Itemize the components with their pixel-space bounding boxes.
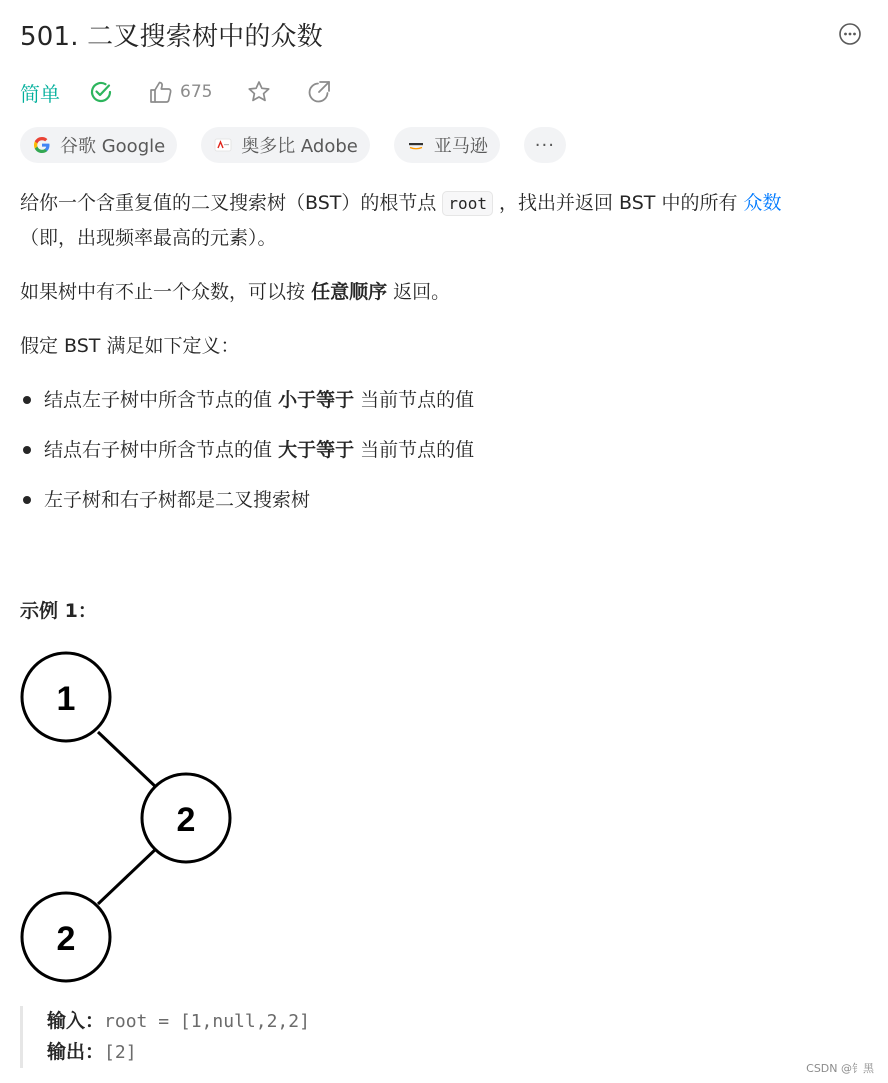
solved-check-icon (88, 79, 114, 105)
description-paragraph (20, 186, 870, 255)
text: 如果树中有不止一个众数，可以按 (20, 281, 306, 303)
text: 返回。 (393, 281, 451, 303)
bold-text: 任意顺序 (311, 281, 388, 303)
star-icon[interactable] (246, 79, 272, 105)
example-output-line (47, 1037, 310, 1068)
like-button[interactable] (148, 79, 212, 105)
example-tree-diagram (18, 648, 238, 988)
input-label: 输入： (47, 1010, 105, 1032)
tag-amazon[interactable] (394, 127, 500, 163)
description-paragraph (20, 275, 870, 309)
text: 结点右子树中所含节点的值 (44, 439, 273, 461)
tree-node-label: 2 (56, 920, 76, 958)
tag-label: 谷歌 Google (60, 136, 166, 157)
list-item: 左子树和右子树都是二叉搜索树 (20, 483, 870, 517)
description-paragraph: 假定 BST 满足如下定义： (20, 335, 240, 357)
tree-node-label: 1 (56, 680, 76, 718)
list-item (20, 433, 870, 467)
problem-title: 501. 二叉搜索树中的众数 (20, 22, 323, 52)
text: ，找出并返回 BST 中的所有 (499, 192, 738, 214)
text: 当前节点的值 (360, 389, 475, 411)
text: 当前节点的值 (360, 439, 475, 461)
tag-adobe[interactable] (201, 127, 370, 163)
example-input-line (47, 1006, 310, 1037)
problem-description (20, 186, 870, 533)
tree-edge (98, 732, 158, 789)
company-tags (20, 127, 590, 163)
example-io-block (20, 1006, 310, 1068)
text: 结点左子树中所含节点的值 (44, 389, 273, 411)
more-tags-button[interactable]: ··· (524, 127, 566, 163)
tag-label: 奥多比 Adobe (241, 136, 358, 157)
definition-list (20, 383, 870, 517)
output-label: 输出： (47, 1041, 105, 1063)
share-icon[interactable] (306, 79, 332, 105)
example-title: 示例 1： (20, 600, 97, 622)
tree-edge (98, 847, 158, 904)
text: （即，出现频率最高的元素）。 (20, 227, 277, 249)
tag-google[interactable] (20, 127, 177, 163)
output-value: [2] (104, 1042, 137, 1063)
list-item (20, 383, 870, 417)
input-value: root = [1,null,2,2] (104, 1011, 310, 1032)
difficulty-badge: 简单 (20, 81, 60, 106)
text: 给你一个含重复值的二叉搜索树（BST）的根节点 (20, 192, 437, 214)
amazon-logo-icon (406, 135, 426, 155)
more-options-icon[interactable] (838, 22, 862, 46)
bold-text: 大于等于 (278, 439, 355, 461)
mode-link[interactable]: 众数 (743, 192, 782, 214)
adobe-logo-icon (213, 135, 233, 155)
problem-meta-row (20, 76, 332, 108)
tree-node-label: 2 (176, 801, 196, 839)
inline-code: root (442, 191, 493, 216)
thumbs-up-icon (148, 79, 174, 105)
watermark: CSDN @钅黑 (806, 1062, 874, 1075)
bold-text: 小于等于 (278, 389, 355, 411)
google-logo-icon (32, 135, 52, 155)
tag-label: 亚马逊 (433, 136, 488, 157)
like-count: 675 (180, 82, 213, 102)
